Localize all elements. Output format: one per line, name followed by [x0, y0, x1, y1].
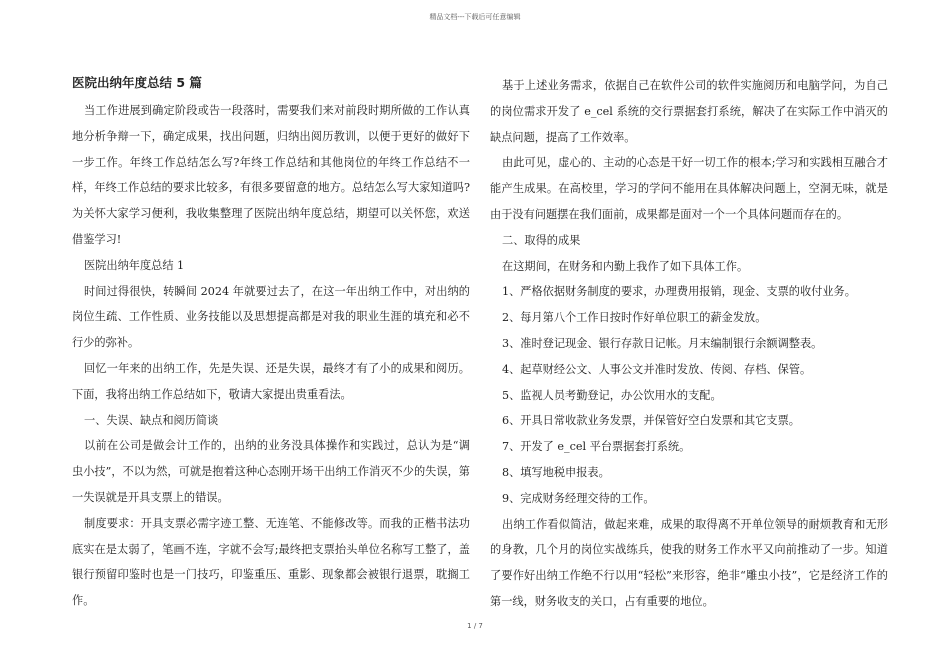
- document-title: 医院出纳年度总结 5 篇: [72, 75, 202, 90]
- right-column: [490, 73, 888, 615]
- list-item: 8、填写地税申报表。: [502, 465, 610, 479]
- left-column: [72, 70, 470, 614]
- list-item: 6、开具日常收款业务发票，并保管好空白发票和其它支票。: [502, 414, 800, 428]
- list-item: 5、监视人员考勤登记，办公饮用水的支配。: [502, 388, 722, 402]
- page-header: 精品文档---下载后可任意编辑: [429, 13, 521, 21]
- list-item: 9、完成财务经理交待的工作。: [502, 491, 655, 505]
- paragraph: 当工作进展到确定阶段或告一段落时，需要我们来对前段时期所做的工作认真地分析争辩一下，确定成果，找出问题，归纳出阅历教训，以便于更好的做好下一步工作。年终工作总结怎么写?年终工作总结和其他岗位的年终工作总结不一样，年终工作总结的要求比较多，有很多要留意的地方。总结怎么写大家知道吗?为关怀大家学习便利，我收集整理了医院出纳年度总结，期望可以关怀您，欢送借鉴学习!: [72, 104, 470, 246]
- section-heading: 二、取得的成果: [502, 233, 581, 247]
- paragraph: 基于上述业务需求，依据自己在软件公司的软件实施阅历和电脑学问，为自己的岗位需求开发了 e_cel 系统的交行票据套打系统，解决了在实际工作中消灭的缺点问题，提高了工作效率。: [490, 79, 888, 144]
- paragraph: 出纳工作看似简洁，做起来难，成果的取得离不开单位领导的耐烦教育和无形的身教，几个月的岗位实战练兵，使我的财务工作水平又向前推动了一步。知道了要作好出纳工作绝不行以用“轻松”来形容，绝非“雕虫小技”，它是经济工作的第一线，财务收支的关口，占有重要的地位。: [490, 517, 888, 608]
- list-item: 1、严格依据财务制度的要求，办理费用报销，现金、支票的收付业务。: [502, 285, 856, 299]
- paragraph: 回忆一年来的出纳工作，先是失误、还是失误，最终才有了小的成果和阅历。下面，我将出纳工作总结如下，敬请大家提出贵重看法。: [72, 361, 470, 401]
- list-item: 7、开发了 e_cel 平台票据套打系统。: [502, 440, 691, 454]
- paragraph: 以前在公司是做会计工作的，出纳的业务没具体操作和实践过，总认为是“调虫小技”，不以为然，可就是抱着这种心态刚开场干出纳工作消灭不少的失误，第一失误就是开具支票上的错误。: [72, 439, 470, 504]
- paragraph: 制度要求：开具支票必需字迹工整、无连笔、不能修改等。而我的正楷书法功底实在是太弱了，笔画不连，字就不会写;最终把支票抬头单位名称写工整了，盖银行预留印鉴时也是一门技巧，印鉴重压、重影、现象都会被银行退票，耽搁工作。: [72, 516, 470, 608]
- list-item: 4、起草财经公文、人事公文并准时发放、传阅、存档、保管。: [502, 362, 812, 376]
- paragraph: 在这期间，在财务和内勤上我作了如下具体工作。: [502, 259, 749, 273]
- list-item: 2、每月第八个工作日按时作好单位职工的薪金发放。: [502, 311, 767, 325]
- list-item: 3、准时登记现金、银行存款日记帐。月末编制银行余额调整表。: [502, 336, 823, 350]
- section-heading: 医院出纳年度总结 1: [84, 258, 185, 272]
- paragraph: 由此可见，虚心的、主动的心态是干好一切工作的根本;学习和实践相互融合才能产生成果。在高校里，学习的学问不能用在具体解决问题上，空洞无味，就是由于没有问题摆在我们面前，成果都是面对一个一个具体问题而存在的。: [490, 156, 888, 221]
- paragraph: 时间过得很快，转瞬间 2024 年就要过去了，在这一年出纳工作中，对出纳的岗位生疏、工作性质、业务技能以及思想提高都是对我的职业生涯的填充和必不行少的弥补。: [72, 284, 470, 350]
- page-number: 1 / 7: [467, 622, 483, 630]
- section-heading: 一、失误、缺点和阅历简谈: [84, 413, 219, 427]
